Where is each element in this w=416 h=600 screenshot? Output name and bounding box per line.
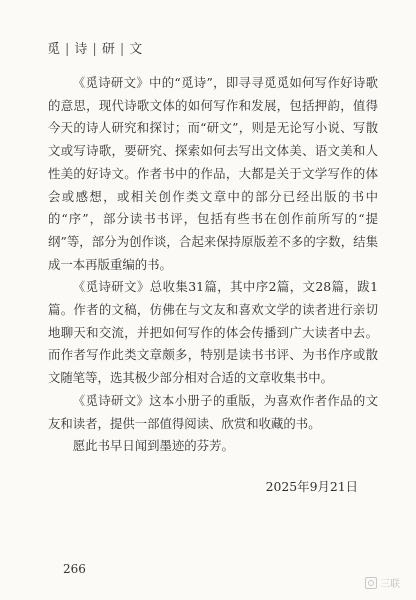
header-separator: | [119, 42, 126, 57]
watermark [365, 575, 400, 590]
paragraph: 《觅诗研文》总收集31篇，其中序2篇，文28篇，跋1篇。作者的文稿，仿佛在与文友和喜欢文学的读者进行亲切地聊天和交流，并把如何写作的体会传播到广大读者中去。而作者写作此类文章颇多，特别是读书书评、为书作序或散文随笔等，选其极少部分相对合适的文章收集书中。 [48, 279, 378, 386]
date-signature: 2025年9月21日 [265, 479, 358, 494]
header-separator: | [92, 42, 98, 57]
paragraph: 愿此书早日闻到墨迹的芬芳。 [72, 438, 234, 454]
watermark-text: 三联 [380, 579, 400, 590]
body-text [48, 72, 378, 458]
paragraph: 《觅诗研文》中的“觅诗”，即寻寻觅觅如何写作好诗歌的意思，现代诗歌文体的如何写作和发展，包括押韵，值得今天的诗人研究和探讨；而“研文”，则是无论写小说、写散文或写诗歌，要研究、探索如何去写出文体美、语文美和人性美的好诗文。作者书中的作品，大都是关于文学写作的体会或感想，或相关创作类文章中的部分已经出版的书中的“序”，部分读书书评，包括有些书在创作前所写的“提纲”等，部分为创作谈，合起来保持原版差不多的字数，结集成一本再版重编的书。 [48, 75, 378, 272]
header-char: 文 [129, 42, 144, 57]
header-char: 觅 [47, 42, 62, 57]
header-separator: | [65, 42, 71, 57]
paragraph: 《觅诗研文》这本小册子的重版，为喜欢作者作品的文友和读者，提供一部值得阅读、欣赏和收藏的书。 [48, 392, 378, 431]
header-char: 研 [101, 42, 116, 57]
page-number: 266 [63, 562, 86, 576]
header-char: 诗 [74, 42, 89, 57]
running-header [47, 38, 143, 57]
watermark-logo-icon [365, 577, 377, 589]
